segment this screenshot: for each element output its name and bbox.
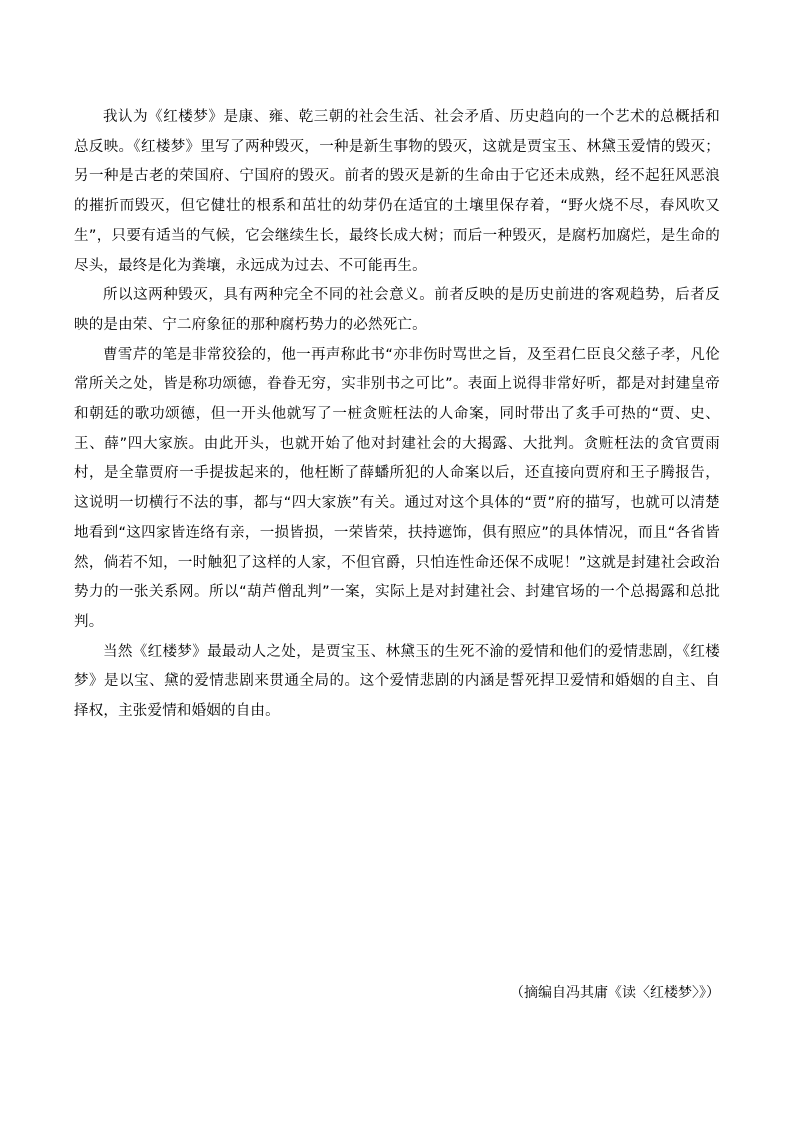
article-body [74,103,720,727]
source-citation: （摘编自冯其庸《读〈红楼梦〉》） [510,985,720,1001]
paragraph-4: 当然《红楼梦》最最动人之处，是贾宝玉、林黛玉的生死不渝的爱情和他们的爱情悲剧，《红楼梦》是以宝、黛的爱情悲剧来贯通全局的。这个爱情悲剧的内涵是誓死捍卫爱情和婚姻的自主、自择权，主张爱情和婚姻的自由。 [74,643,720,720]
paragraph-1: 我认为《红楼梦》是康、雍、乾三朝的社会生活、社会矛盾、历史趋向的一个艺术的总概括和总反映。《红楼梦》里写了两种毁灭，一种是新生事物的毁灭，这就是贾宝玉、林黛玉爱情的毁灭；另一种是古老的荣国府、宁国府的毁灭。前者的毁灭是新的生命由于它还未成熟，经不起狂风恶浪的摧折而毁灭，但它健壮的根系和茁壮的幼芽仍在适宜的土壤里保存着，“野火烧不尽，春风吹又生”，只要有适当的气候，它会继续生长，最终长成大树；而后一种毁灭，是腐朽加腐烂，是生命的尽头，最终是化为粪壤，永远成为过去、不可能再生。 [74,109,720,274]
paragraph-3: 曹雪芹的笔是非常狡狯的，他一再声称此书“亦非伤时骂世之旨，及至君仁臣良父慈子孝，凡伦常所关之处，皆是称功颂德，眷眷无穷，实非别书之可比”。表面上说得非常好听，都是对封建皇帝和朝廷的歌功颂德，但一开头他就写了一桩贪赃枉法的人命案，同时带出了炙手可热的“贾、史、王、薛”四大家族。由此开头，也就开始了他对封建社会的大揭露、大批判。贪赃枉法的贪官贾雨村，是全靠贾府一手提拔起来的，他枉断了薛蟠所犯的人命案以后，还直接向贾府和王子腾报告，这说明一切横行不法的事，都与“四大家族”有关。通过对这个具体的“贾”府的描写，也就可以清楚地看到“这四家皆连络有亲，一损皆损，一荣皆荣，扶持遮饰，俱有照应”的具体情况，而且“各省皆然，倘若不知，一时触犯了这样的人家，不但官爵，只怕连性命还保不成呢！”这就是封建社会政治势力的一张关系网。所以“葫芦僧乱判”一案，实际上是对封建社会、封建官场的一个总揭露和总批判。 [74,346,720,630]
paragraph-2: 所以这两种毁灭，具有两种完全不同的社会意义。前者反映的是历史前进的客观趋势，后者反映的是由荣、宁二府象征的那种腐朽势力的必然死亡。 [74,287,720,333]
